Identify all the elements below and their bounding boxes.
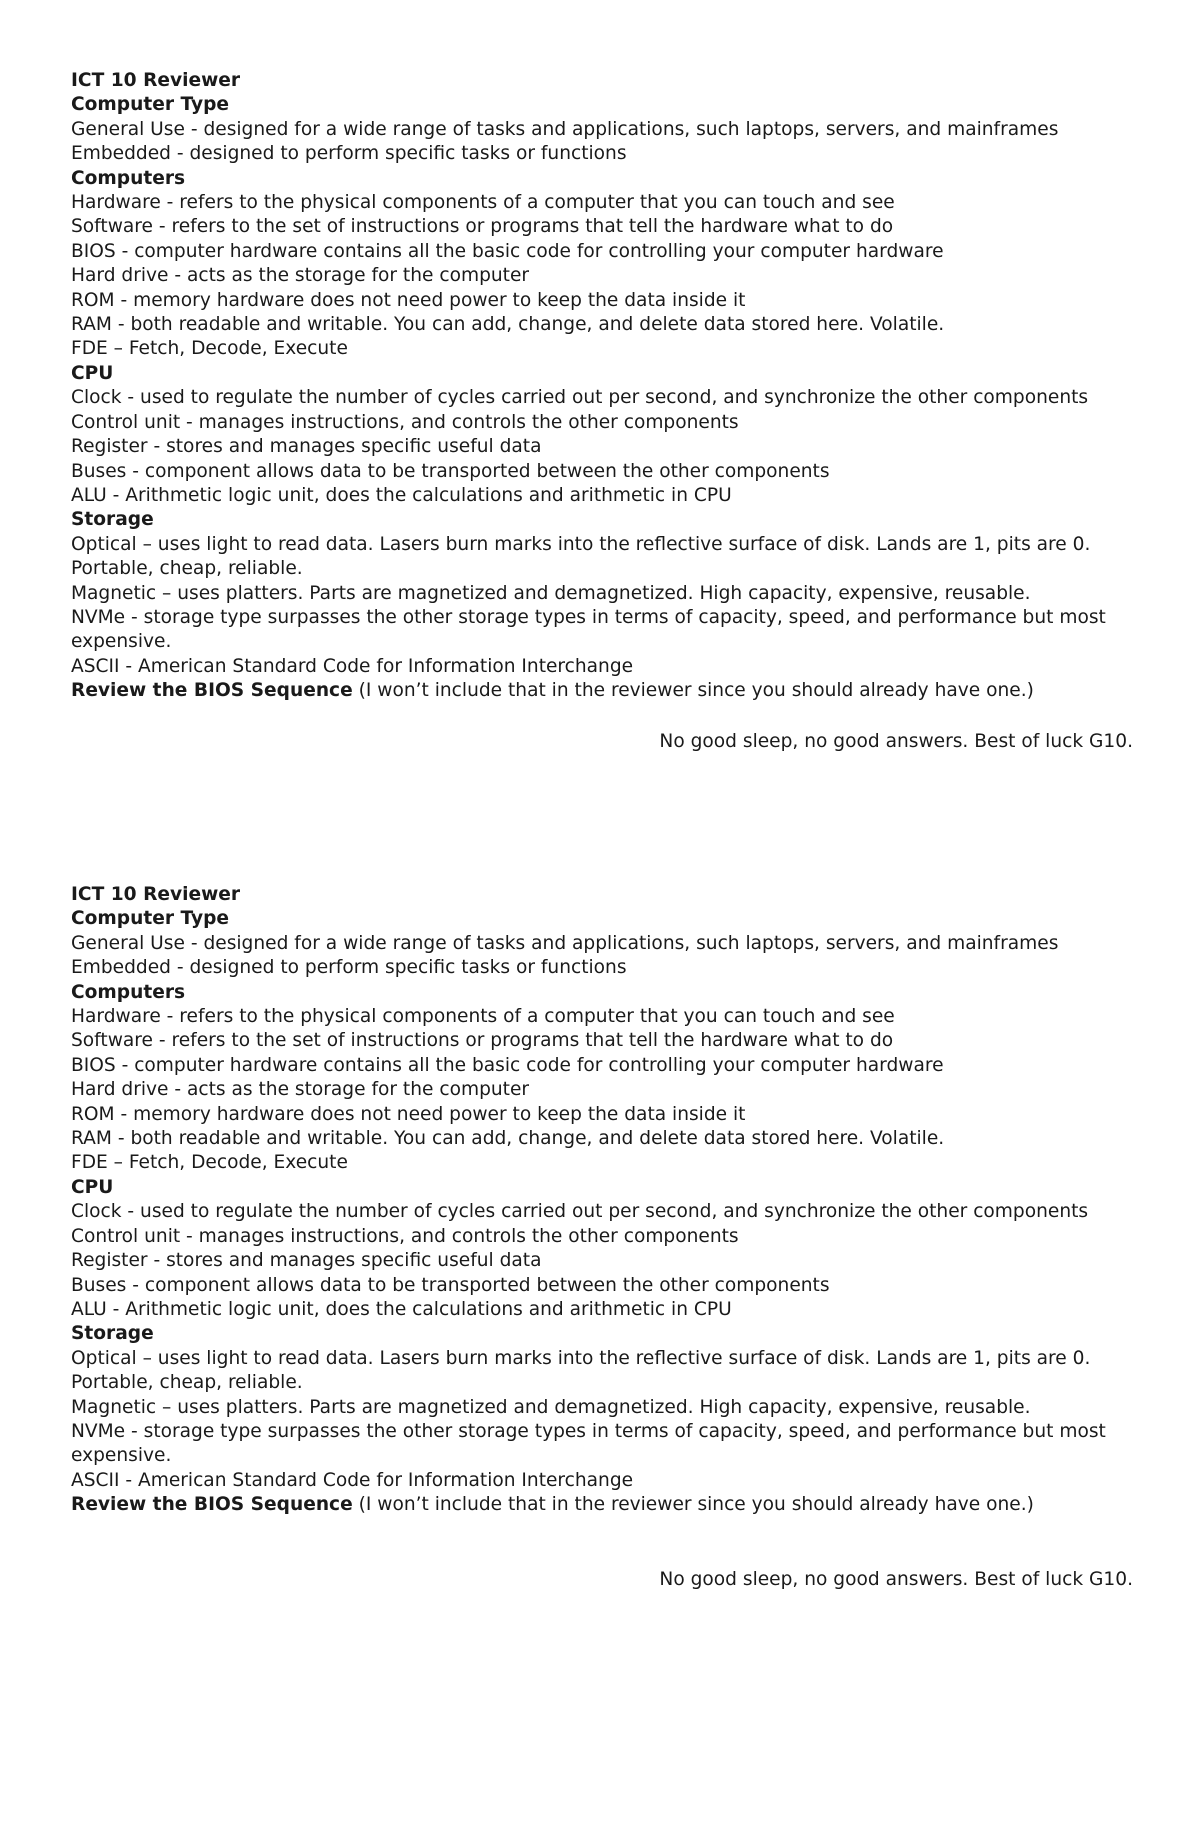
section-heading-computers: Computers xyxy=(71,981,186,1003)
definition-software: Software - refers to the set of instructions or programs that tell the hardware what to do xyxy=(71,216,894,238)
review-reminder-note: (I won’t include that in the reviewer since you should already have one.) xyxy=(352,1494,1034,1516)
definition-nvme: NVMe - storage type surpasses the other storage types in terms of capacity, speed, and performance but most expensive. xyxy=(71,606,1106,653)
definition-alu: ALU - Arithmetic logic unit, does the calculations and arithmetic in CPU xyxy=(71,484,732,506)
definition-hardware: Hardware - refers to the physical components of a computer that you can touch and see xyxy=(71,192,895,214)
definition-magnetic: Magnetic – uses platters. Parts are magnetized and demagnetized. High capacity, expensive, reusable. xyxy=(71,1396,1031,1418)
definition-buses: Buses - component allows data to be transported between the other components xyxy=(71,1274,830,1296)
section-heading-cpu: CPU xyxy=(71,362,114,384)
document-title: ICT 10 Reviewer xyxy=(71,70,241,91)
definition-clock: Clock - used to regulate the number of cycles carried out per second, and synchronize the other components xyxy=(71,1201,1089,1223)
definition-optical: Optical – uses light to read data. Lasers burn marks into the reflective surface of disk. Lands are 1, pits are 0. Portable, cheap, reliable. xyxy=(71,533,1091,580)
definition-ram: RAM - both readable and writable. You can add, change, and delete data stored here. Volatile. xyxy=(71,314,945,336)
reviewer-copy-2 xyxy=(71,883,1136,1592)
reviewer-copy-1 xyxy=(71,69,1136,754)
section-heading-computer-type: Computer Type xyxy=(71,94,230,116)
section-heading-cpu: CPU xyxy=(71,1176,114,1198)
definition-optical: Optical – uses light to read data. Lasers burn marks into the reflective surface of disk. Lands are 1, pits are 0. Portable, cheap, reliable. xyxy=(71,1347,1091,1394)
definition-clock: Clock - used to regulate the number of cycles carried out per second, and synchronize the other components xyxy=(71,387,1089,409)
definition-control-unit: Control unit - manages instructions, and controls the other components xyxy=(71,411,739,433)
definition-hardware: Hardware - refers to the physical components of a computer that you can touch and see xyxy=(71,1006,895,1028)
review-reminder xyxy=(71,1493,1136,1517)
definition-rom: ROM - memory hardware does not need power to keep the data inside it xyxy=(71,289,746,311)
definition-general-use: General Use - designed for a wide range of tasks and applications, such laptops, servers, and mainframes xyxy=(71,932,1059,954)
definition-hard-drive: Hard drive - acts as the storage for the computer xyxy=(71,1079,530,1101)
definition-general-use: General Use - designed for a wide range of tasks and applications, such laptops, servers, and mainframes xyxy=(71,118,1059,140)
definition-embedded: Embedded - designed to perform specific tasks or functions xyxy=(71,143,627,165)
definition-register: Register - stores and manages specific useful data xyxy=(71,436,542,458)
review-reminder-note: (I won’t include that in the reviewer since you should already have one.) xyxy=(352,680,1034,702)
document-title: ICT 10 Reviewer xyxy=(71,884,241,905)
definition-alu: ALU - Arithmetic logic unit, does the calculations and arithmetic in CPU xyxy=(71,1298,732,1320)
definition-ram: RAM - both readable and writable. You can add, change, and delete data stored here. Volatile. xyxy=(71,1128,945,1150)
definition-fde: FDE – Fetch, Decode, Execute xyxy=(71,338,348,360)
definition-fde: FDE – Fetch, Decode, Execute xyxy=(71,1152,348,1174)
section-heading-computer-type: Computer Type xyxy=(71,908,230,930)
definition-bios: BIOS - computer hardware contains all the basic code for controlling your computer hardware xyxy=(71,240,944,262)
review-reminder-bold: Review the BIOS Sequence xyxy=(71,680,353,702)
definition-ascii: ASCII - American Standard Code for Information Interchange xyxy=(71,655,634,677)
definition-hard-drive: Hard drive - acts as the storage for the computer xyxy=(71,265,530,287)
definition-software: Software - refers to the set of instructions or programs that tell the hardware what to do xyxy=(71,1030,894,1052)
signoff: No good sleep, no good answers. Best of luck G10. xyxy=(659,730,1133,752)
definition-nvme: NVMe - storage type surpasses the other storage types in terms of capacity, speed, and performance but most expensive. xyxy=(71,1420,1106,1467)
definition-magnetic: Magnetic – uses platters. Parts are magnetized and demagnetized. High capacity, expensive, reusable. xyxy=(71,582,1031,604)
definition-rom: ROM - memory hardware does not need power to keep the data inside it xyxy=(71,1103,746,1125)
definition-register: Register - stores and manages specific useful data xyxy=(71,1250,542,1272)
definition-ascii: ASCII - American Standard Code for Information Interchange xyxy=(71,1469,634,1491)
definition-control-unit: Control unit - manages instructions, and controls the other components xyxy=(71,1225,739,1247)
section-heading-computers: Computers xyxy=(71,167,186,189)
review-reminder-bold: Review the BIOS Sequence xyxy=(71,1494,353,1516)
definition-bios: BIOS - computer hardware contains all the basic code for controlling your computer hardware xyxy=(71,1054,944,1076)
signoff: No good sleep, no good answers. Best of luck G10. xyxy=(659,1568,1133,1590)
definition-embedded: Embedded - designed to perform specific tasks or functions xyxy=(71,957,627,979)
section-heading-storage: Storage xyxy=(71,509,154,531)
definition-buses: Buses - component allows data to be transported between the other components xyxy=(71,460,830,482)
section-heading-storage: Storage xyxy=(71,1323,154,1345)
review-reminder xyxy=(71,679,1136,703)
